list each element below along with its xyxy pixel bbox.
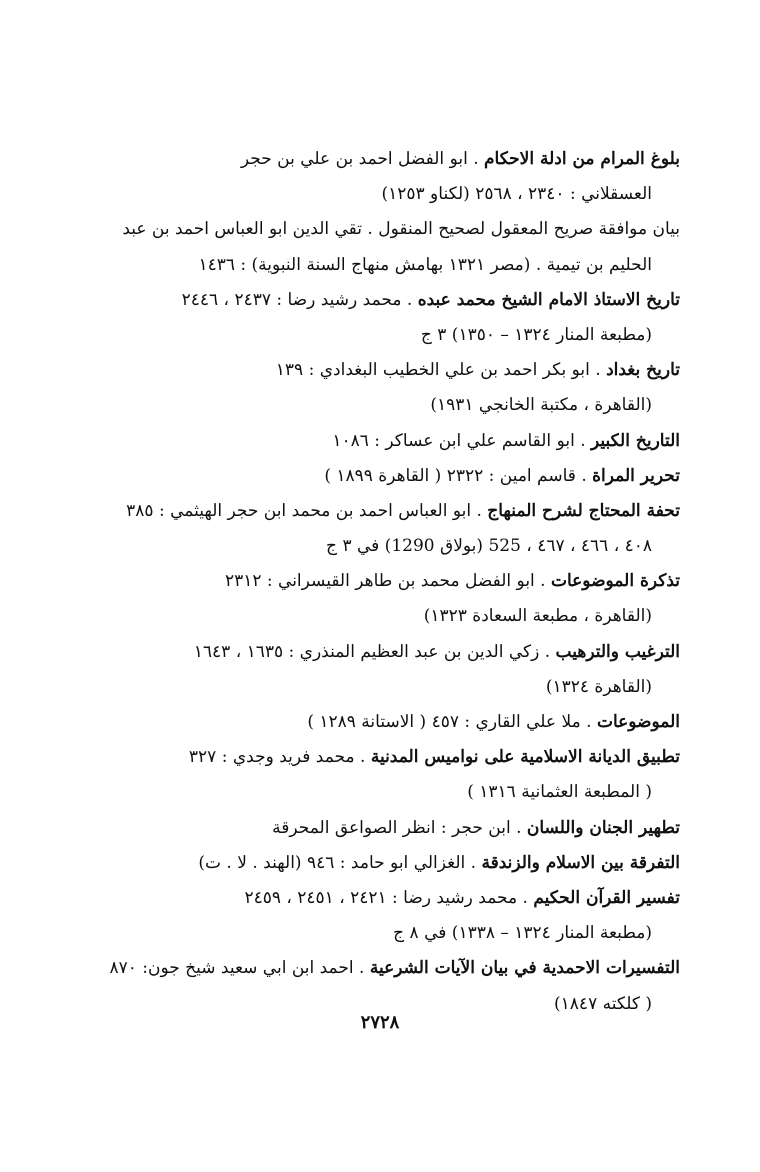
entry-11-line xyxy=(110,740,680,775)
entry-14-continuation: (مطبعة المنار ١٣٢٤ – ١٣٣٨) في ٨ ج xyxy=(393,923,652,944)
entry-6-line xyxy=(110,459,680,494)
entry-title: تطهير الجنان واللسان xyxy=(526,817,680,838)
page-number: ٢٧٢٨ xyxy=(360,1012,400,1033)
entry-4-continuation: (القاهرة ، مكتبة الخانجي ١٩٣١) xyxy=(430,395,652,416)
entry-title: التفسيرات الاحمدية في بيان الآيات الشرعية xyxy=(369,958,680,979)
entry-title: تحرير المراة xyxy=(592,465,680,486)
entry-13-line xyxy=(110,846,680,881)
entry-15-line xyxy=(110,951,680,986)
entry-5-line xyxy=(110,424,680,459)
entry-details: . الغزالي ابو حامد : ٩٤٦ (الهند . لا . ت) xyxy=(198,852,482,873)
entry-12-line xyxy=(110,811,680,846)
entry-title: تذكرة الموضوعات xyxy=(550,571,680,592)
entry-title: تاريخ بغداد xyxy=(606,360,680,381)
entry-title: بلوغ المرام من ادلة الاحكام xyxy=(484,149,680,169)
entry-title: تحفة المحتاج لشرح المنهاج xyxy=(487,500,680,521)
entry-3-line xyxy=(110,283,680,318)
entry-2-line xyxy=(110,212,680,247)
entry-4-line xyxy=(110,353,680,388)
entry-15-continuation: ( كلكته ١٨٤٧) xyxy=(554,993,652,1014)
entry-9-continuation: (القاهرة ١٣٢٤) xyxy=(545,676,652,697)
entry-details: . ابو العباس احمد بن محمد ابن حجر الهيثمي : ٣٨٥ xyxy=(126,500,488,521)
entry-2-continuation: الحليم بن تيمية . (مصر ١٣٢١ بهامش منهاج السنة النبوية) : ١٤٣٦ xyxy=(198,254,652,275)
entry-title: تطبيق الديانة الاسلامية على نواميس المدنية xyxy=(370,747,680,768)
entry-3-continuation: (مطبعة المنار ١٣٢٤ – ١٣٥٠) ٣ ج xyxy=(420,324,652,345)
entry-1-line xyxy=(110,142,680,177)
entry-details: . ابو الفضل احمد بن علي بن حجر xyxy=(240,149,485,169)
entry-details: . ملا علي القاري : ٤٥٧ ( الاستانة ١٢٨٩ ) xyxy=(307,712,597,732)
entry-details: . ابن حجر : انظر الصواعق المحرقة xyxy=(272,817,527,838)
entry-title: تفسير القرآن الحكيم xyxy=(533,887,680,908)
entry-10-line xyxy=(110,705,680,740)
entry-details: . زكي الدين بن عبد العظيم المنذري : ١٦٣٥ ، ١٦٤٣ xyxy=(193,641,556,662)
entry-details: . محمد فريد وجدي : ٣٢٧ xyxy=(188,747,371,768)
entry-details: . ابو القاسم علي ابن عساكر : ١٠٨٦ xyxy=(332,430,592,451)
entry-title: الترغيب والترهيب xyxy=(555,641,680,662)
entry-details: . احمد ابن ابي سعيد شيخ جون: ٨٧٠ xyxy=(109,958,370,979)
entry-8-line xyxy=(110,564,680,599)
entry-details: بيان موافقة صريح المعقول لصحيح المنقول . تقي الدين ابو العباس احمد بن عبد xyxy=(122,219,680,240)
entry-1-continuation: العسقلاني : ٢٣٤٠ ، ٢٥٦٨ (لكناو ١٢٥٣) xyxy=(381,184,652,205)
entry-14-line xyxy=(110,881,680,916)
entry-title: الموضوعات xyxy=(596,712,680,732)
entry-details: . ابو الفضل محمد بن طاهر القيسراني : ٢٣١٢ xyxy=(224,571,551,592)
entry-title: التاريخ الكبير xyxy=(591,430,680,451)
entry-title: تاريخ الاستاذ الامام الشيخ محمد عبده xyxy=(417,289,680,310)
entry-7-continuation: ٤٠٨ ، ٤٦٦ ، ٤٦٧ ، 525 (بولاق 1290) في ٣ ج xyxy=(326,536,652,557)
entry-11-continuation: ( المطبعة العثمانية ١٣١٦ ) xyxy=(467,782,652,803)
entry-details: . قاسم امين : ٢٣٢٢ ( القاهرة ١٨٩٩ ) xyxy=(324,465,593,486)
entry-9-line xyxy=(110,635,680,670)
bibliography-entries xyxy=(110,142,680,1022)
entry-title: التفرقة بين الاسلام والزندقة xyxy=(481,852,680,873)
entry-7-line xyxy=(110,494,680,529)
entry-8-continuation: (القاهرة ، مطبعة السعادة ١٣٢٣) xyxy=(423,606,652,627)
entry-details: . ابو بكر احمد بن علي الخطيب البغدادي : ١٣٩ xyxy=(275,360,607,381)
entry-details: . محمد رشيد رضا : ٢٤٢١ ، ٢٤٥١ ، ٢٤٥٩ xyxy=(244,887,534,908)
entry-details: . محمد رشيد رضا : ٢٤٣٧ ، ٢٤٤٦ xyxy=(181,289,418,310)
